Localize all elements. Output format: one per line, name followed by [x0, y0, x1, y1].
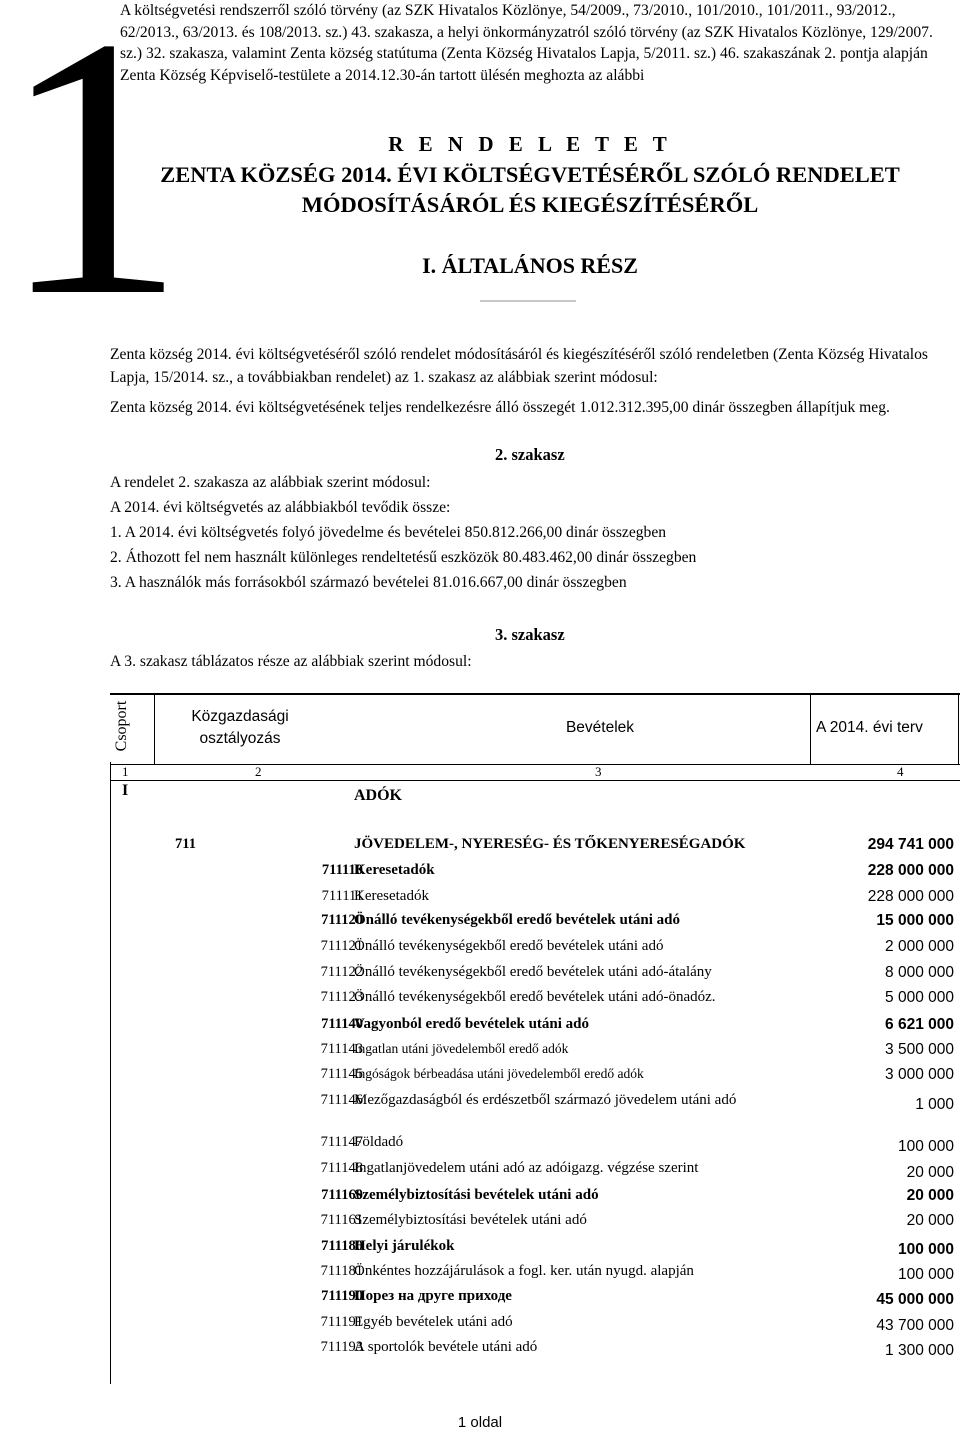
- table-row: 711190 Порез на друге приходе 45 000 000: [321, 1288, 954, 1308]
- table-row: 711191 Egyéb bevételek utáni adó 43 700 000: [320, 1314, 954, 1334]
- large-page-numeral: 1: [0, 0, 176, 373]
- col-num-4: 4: [897, 764, 904, 779]
- header-revenue: Bevételek: [565, 719, 635, 736]
- table-row: 711180 Helyi járulékok 100 000: [321, 1238, 954, 1258]
- intro-paragraph: A költségvetési rendszerről szóló törvény (az SZK Hivatalos Közlönye, 54/2009., 73/2010., 101/2010., 101/2011., 93/2012., 62/2013., 63/2013. és 108/2013. sz.) 43. szakasza, a helyi önkormányzatról szóló törvény (az SZK Hivatalos Közlönye, 129/2007. sz.) 32. szakasza, valamint Zenta község statútuma (Zenta Község Hivatalos Lapja, 5/2011. sz.) 46. szakaszának 2. pontja alapján Zenta Község Képviselő-testülete a 2014.12.30-án tartott ülésén meghozta az alábbi: [120, 2, 933, 84]
- table-row: 711193 A sportolók bevétele utáni adó 1 300 000: [320, 1339, 954, 1359]
- column-number-row: [110, 764, 960, 781]
- table-row: 711120 Önálló tevékenységekből eredő bevételek utáni adó 15 000 000: [321, 912, 954, 929]
- table-row: 711143 Ingatlan utáni jövedelemből eredő adók 3 500 000: [320, 1041, 954, 1058]
- section-2-line-2: A 2014. évi költségvetés az alábbiakból tevődik össze:: [110, 499, 451, 516]
- table-row: 711161 Személybiztosítási bevételek utáni adó 20 000: [320, 1212, 954, 1229]
- col-num-1: 1: [122, 764, 129, 779]
- header-group: Csoport: [113, 700, 130, 752]
- page-footer: 1 oldal: [457, 1414, 503, 1431]
- section-2-item-3: 3. A használók más forrásokból származó bevételei 81.016.667,00 dinár összegben: [110, 574, 627, 591]
- table-row: 711160 Személybiztosítási bevételek utáni adó 20 000: [321, 1187, 954, 1204]
- table-row: 711145 Ingóságok bérbeadása utáni jövedelemből eredő adók 3 000 000: [320, 1066, 954, 1083]
- title-line-2: MÓDOSÍTÁSÁRÓL ÉS KIEGÉSZÍTÉSÉRŐL: [301, 192, 759, 217]
- paragraph-2: Zenta község 2014. évi költségvetésének teljes rendelkezésre álló összegét 1.012.312.395,00 dinár összegben állapítjuk meg.: [110, 399, 890, 416]
- table-row: 711111 Keresetadók 228 000 000: [321, 888, 954, 905]
- col-num-3: 3: [595, 764, 602, 779]
- table-row: 711140 Vagyonból eredő bevételek utáni adó 6 621 000: [321, 1016, 954, 1033]
- col-num-2: 2: [255, 764, 262, 779]
- table-row: 711122 Önálló tevékenységekből eredő bevételek utáni adó-átalány 8 000 000: [320, 964, 954, 981]
- section-2-item-2: 2. Áthozott fel nem használt különleges rendeltetésű eszközök 80.483.462,00 dinár összegben: [110, 549, 697, 566]
- header-econ-class-1: Közgazdasági: [191, 708, 289, 725]
- table-row: 711148 Ingatlanjövedelem utáni adó az adóigazg. végzése szerint 20 000: [320, 1160, 954, 1181]
- table-row: 711181 Önkéntes hozzájárulások a fogl. ker. után nyugd. alapján 100 000: [320, 1263, 954, 1283]
- faint-divider: [480, 300, 576, 302]
- paragraph-1: Zenta község 2014. évi költségvetéséről szóló rendelet módosításáról és kiegészítéséről szóló rendeletben (Zenta Község Hivatalos Lapja, 15/2014. sz., a továbbiakban rendelet) az 1. szakasz az alábbiak szerint módosul:: [110, 346, 928, 386]
- part-title: I. ÁLTALÁNOS RÉSZ: [422, 253, 638, 278]
- header-econ-class-2: osztályozás: [199, 730, 281, 747]
- table-row: 711 JÖVEDELEM-, NYERESÉG- ÉS TŐKENYERESÉGADÓK 294 741 000: [175, 836, 954, 853]
- table-row: 711121 Önálló tevékenységekből eredő bevételek utáni adó 2 000 000: [320, 938, 954, 955]
- section-2-item-1: 1. A 2014. évi költségvetés folyó jövedelme és bevételei 850.812.266,00 dinár összegben: [110, 524, 667, 541]
- group-name: ADÓK: [354, 787, 402, 804]
- table-row: 711123 Önálló tevékenységekből eredő bevételek utáni adó-önadóz. 5 000 000: [320, 989, 954, 1006]
- section-2-heading: 2. szakasz: [495, 445, 565, 464]
- group-code: I: [122, 782, 129, 799]
- table-row: 711110 Keresetadók 228 000 000: [321, 862, 954, 879]
- title-rendelet: R E N D E L E T E T: [388, 132, 672, 156]
- title-line-1: ZENTA KÖZSÉG 2014. ÉVI KÖLTSÉGVETÉSÉRŐL SZÓLÓ RENDELET: [160, 162, 900, 187]
- section-3-line-1: A 3. szakasz táblázatos része az alábbiak szerint módosul:: [110, 653, 472, 670]
- section-2-line-1: A rendelet 2. szakasza az alábbiak szerint módosul:: [110, 474, 431, 491]
- table-row: 711147 Földadó 100 000: [320, 1134, 954, 1155]
- section-3-heading: 3. szakasz: [495, 625, 565, 644]
- table-row: 711146 Mezőgazdaságból és erdészetből származó jövedelem utáni adó 1 000: [320, 1092, 954, 1113]
- header-plan: A 2014. évi terv: [816, 719, 923, 736]
